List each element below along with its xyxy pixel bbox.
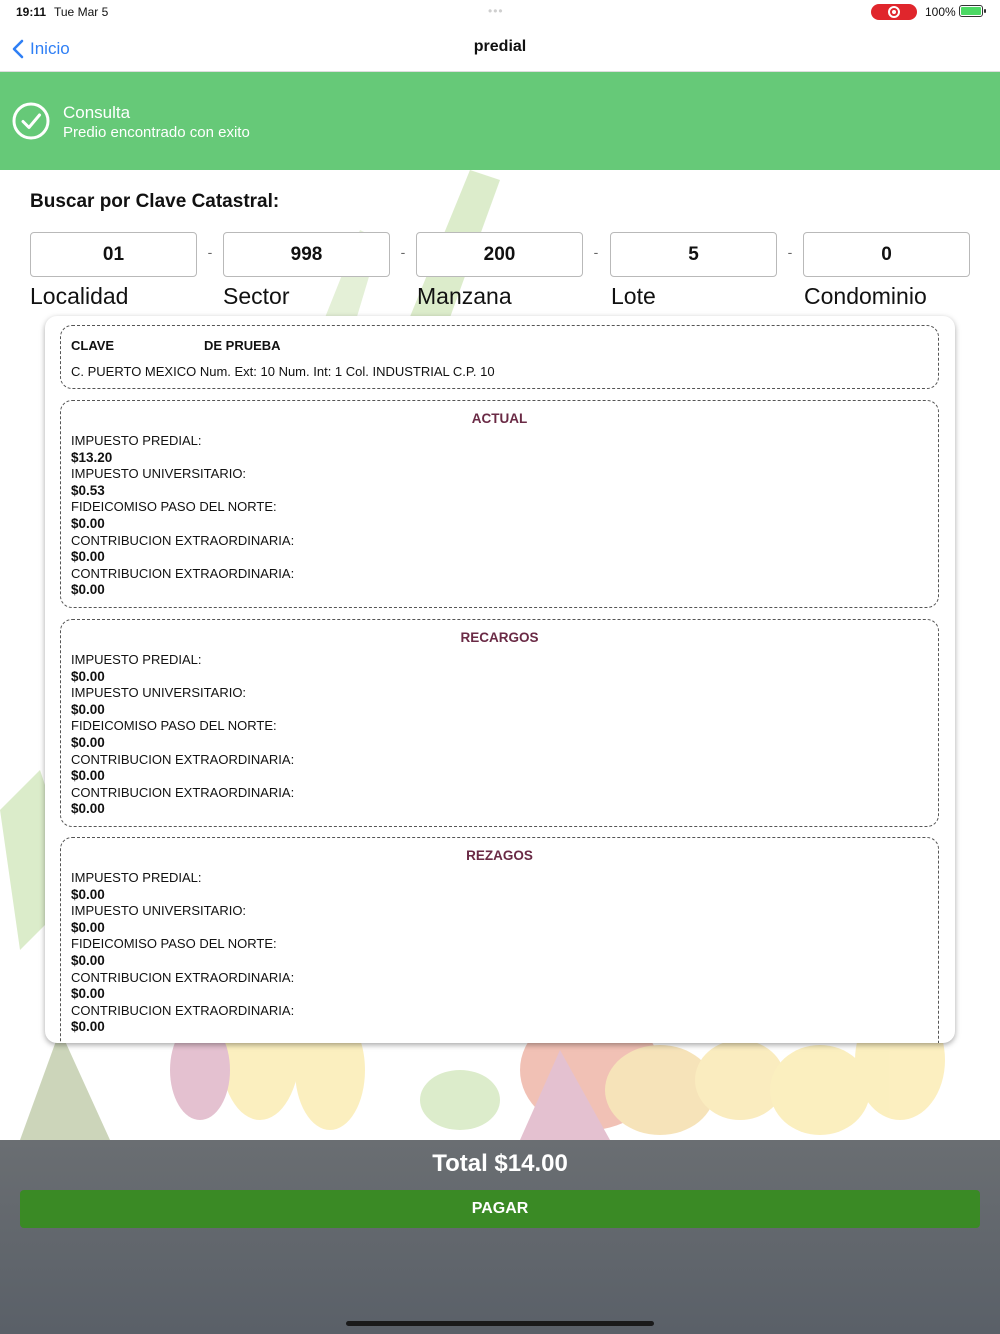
charge-value: $0.00 xyxy=(71,701,105,717)
charge-label: CONTRIBUCION EXTRAORDINARIA: xyxy=(71,751,295,767)
clave-label: CLAVE xyxy=(71,338,115,353)
charge-label: IMPUESTO UNIVERSITARIO: xyxy=(71,466,247,482)
manzana-label: Manzana xyxy=(417,283,512,309)
multitasking-dots-icon[interactable]: ••• xyxy=(488,4,504,18)
home-indicator[interactable] xyxy=(346,1321,654,1326)
section-rezagos xyxy=(60,837,939,1043)
page-title: predial xyxy=(473,38,527,55)
result-card[interactable] xyxy=(45,316,955,1043)
alert-title: Consulta xyxy=(63,103,131,122)
search-title: Buscar por Clave Catastral: xyxy=(30,191,280,212)
charge-value: $13.20 xyxy=(71,449,113,465)
charge-label: CONTRIBUCION EXTRAORDINARIA: xyxy=(71,784,295,800)
success-alert xyxy=(0,72,1000,170)
charge-value: $0.00 xyxy=(71,801,105,817)
property-info xyxy=(60,325,939,389)
charge-value: $0.00 xyxy=(71,668,105,684)
property-address: C. PUERTO MEXICO Num. Ext: 10 Num. Int: 1 Col. INDUSTRIAL C.P. 10 xyxy=(71,364,495,379)
total-amount: Total $14.00 xyxy=(432,1150,568,1177)
navigation-bar xyxy=(0,24,1000,72)
section-recargos xyxy=(60,619,939,827)
key-separator: - xyxy=(787,244,793,260)
charge-value: $0.00 xyxy=(71,886,105,902)
charge-label: CONTRIBUCION EXTRAORDINARIA: xyxy=(71,532,295,548)
battery-percent: 100% xyxy=(925,5,956,19)
alert-message: Predio encontrado con exito xyxy=(63,124,250,141)
charge-value: $0.53 xyxy=(71,482,105,498)
charge-label: FIDEICOMISO PASO DEL NORTE: xyxy=(71,499,277,515)
section-actual xyxy=(60,400,939,608)
key-separator: - xyxy=(207,244,213,260)
screen-recording-icon xyxy=(871,4,917,20)
sector-label: Sector xyxy=(223,283,290,309)
section-title: ACTUAL xyxy=(471,411,528,426)
clave-value: DE PRUEBA xyxy=(204,338,281,353)
charge-label: CONTRIBUCION EXTRAORDINARIA: xyxy=(71,1002,295,1018)
charge-value: $0.00 xyxy=(71,986,105,1002)
charge-label: IMPUESTO PREDIAL: xyxy=(71,433,202,448)
localidad-label: Localidad xyxy=(30,283,129,309)
charge-label: IMPUESTO PREDIAL: xyxy=(71,652,202,667)
key-separator: - xyxy=(593,244,599,260)
charge-value: $0.00 xyxy=(71,549,105,565)
status-time: 19:11 xyxy=(16,5,47,19)
section-title: RECARGOS xyxy=(460,630,539,645)
charge-value: $0.00 xyxy=(71,768,105,784)
charge-value: $0.00 xyxy=(71,734,105,750)
sector-field[interactable]: 998 xyxy=(223,232,390,277)
charge-value: $0.00 xyxy=(71,952,105,968)
condominio-field[interactable]: 0 xyxy=(803,232,970,277)
charge-value: $0.00 xyxy=(71,582,105,598)
charge-label: FIDEICOMISO PASO DEL NORTE: xyxy=(71,936,277,952)
charge-label: IMPUESTO PREDIAL: xyxy=(71,870,202,885)
charge-value: $0.00 xyxy=(71,1019,105,1035)
battery-icon xyxy=(959,5,983,17)
section-title: REZAGOS xyxy=(466,848,533,863)
condominio-label: Condominio xyxy=(804,283,927,309)
charge-label: CONTRIBUCION EXTRAORDINARIA: xyxy=(71,969,295,985)
charge-label: FIDEICOMISO PASO DEL NORTE: xyxy=(71,718,277,734)
pay-button[interactable]: PAGAR xyxy=(20,1190,980,1228)
status-bar xyxy=(0,0,1000,24)
lote-label: Lote xyxy=(611,283,656,309)
check-circle-icon xyxy=(12,102,50,140)
key-separator: - xyxy=(400,244,406,260)
lote-field[interactable]: 5 xyxy=(610,232,777,277)
charge-label: IMPUESTO UNIVERSITARIO: xyxy=(71,903,247,919)
back-label: Inicio xyxy=(30,39,70,58)
status-date: Tue Mar 5 xyxy=(54,5,109,19)
charge-value: $0.00 xyxy=(71,515,105,531)
charge-label: CONTRIBUCION EXTRAORDINARIA: xyxy=(71,565,295,581)
localidad-field[interactable]: 01 xyxy=(30,232,197,277)
charge-label: IMPUESTO UNIVERSITARIO: xyxy=(71,685,247,701)
manzana-field[interactable]: 200 xyxy=(416,232,583,277)
charge-value: $0.00 xyxy=(71,919,105,935)
